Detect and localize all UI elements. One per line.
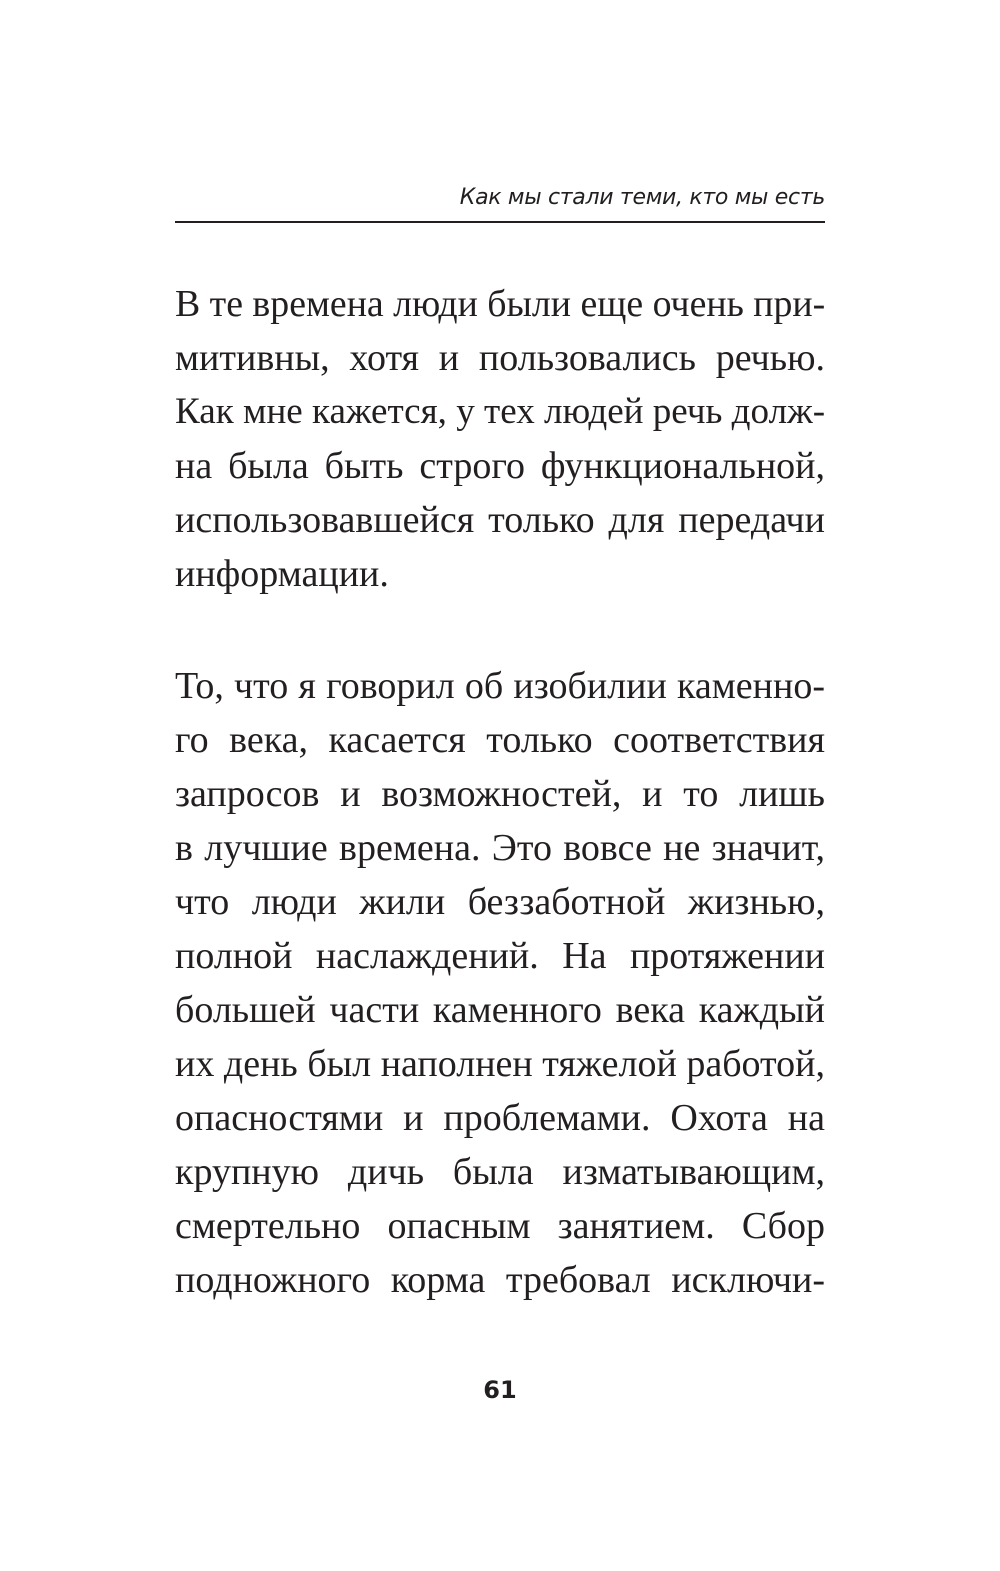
text-line: их день был наполнен тяжелой работой, (175, 1043, 825, 1085)
text-line: Как мне кажется, у тех людей речь долж- (175, 391, 826, 432)
text-line: запросов и возможностей, и то лишь (175, 773, 825, 815)
text-line: подножного корма требовал исключи- (175, 1259, 825, 1301)
page-number: 61 (483, 1376, 517, 1404)
text-line: информации. (175, 553, 389, 595)
text-line: крупную дичь была изматывающим, (175, 1151, 825, 1193)
text-line: большей части каменного века каждый (175, 989, 825, 1031)
running-head: Как мы стали теми, кто мы есть (459, 185, 825, 210)
text-line: на была быть строго функциональной, (175, 445, 825, 487)
text-line: полной наслаждений. На протяжении (175, 935, 825, 977)
text-line: В те времена люди были еще очень при- (175, 283, 826, 325)
text-line: опасностями и проблемами. Охота на (175, 1097, 825, 1139)
text-line: что люди жили беззаботной жизнью, (175, 881, 825, 923)
text-line: митивны, хотя и пользовались речью. (175, 337, 825, 379)
text-line: в лучшие времена. Это вовсе не значит, (175, 827, 825, 869)
text-line: То, что я говорил об изобилии каменно- (175, 665, 825, 707)
text-line: смертельно опасным занятием. Сбор (175, 1205, 825, 1247)
text-line: го века, касается только соответствия (175, 719, 825, 761)
header-rule (175, 221, 825, 223)
text-line: использовавшейся только для передачи (175, 499, 825, 541)
